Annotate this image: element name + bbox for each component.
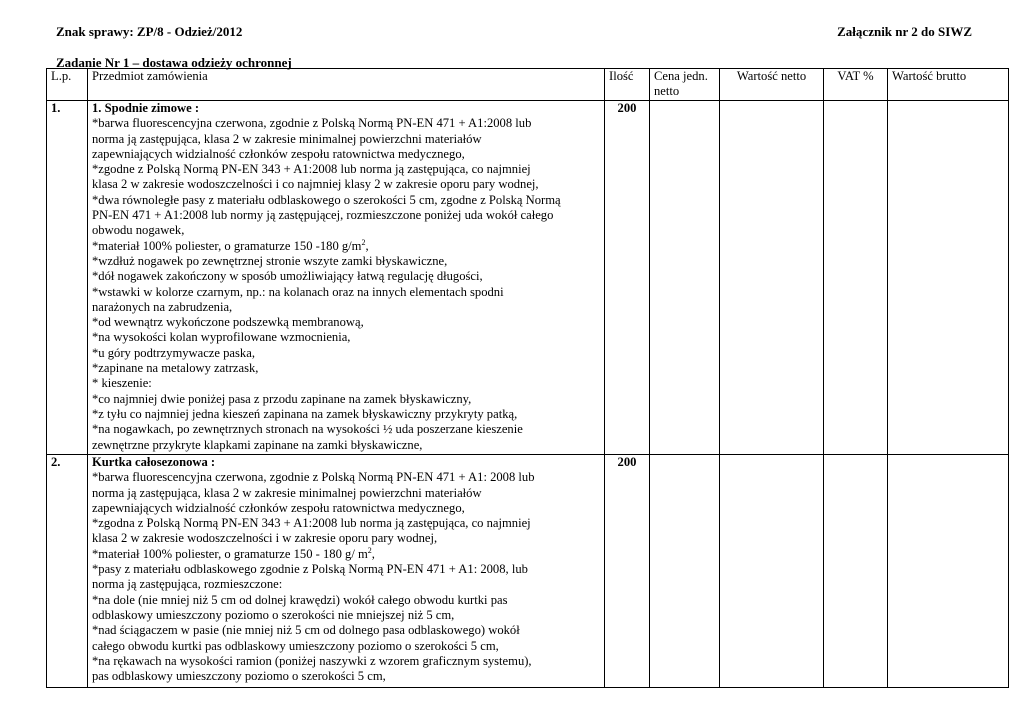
unit-price-cell [650,101,720,455]
net-value-cell [720,101,824,455]
spec-line: odblaskowy umieszczony poziomo o szerokości nie mniejszej niż 5 cm, [92,607,455,622]
superscript: 2 [367,545,372,555]
table-row [47,101,1009,455]
spec-line: zewnętrzne przykryte klapkami zapinane na zamki błyskawiczne, [92,437,423,452]
spec-line: PN-EN 471 + A1:2008 lub normy ją zastępującej, rozmieszczone poniżej uda wokół całego [92,208,554,223]
item-quantity: 200 [605,455,650,688]
row-number: 1. [47,101,88,455]
spec-line: *na rękawach na wysokości ramion (poniżej naszywki z wzorem graficznym systemu), [92,653,532,668]
spec-line: *wzdłuż nogawek po zewnętrznej stronie wszyte zamki błyskawiczne, [92,253,448,268]
spec-line: *dwa równoległe pasy z materiału odblaskowego o szerokości 5 cm, zgodne z Polską Normą [92,192,561,207]
item-description [88,101,605,455]
spec-line: pas odblaskowy umieszczony poziomo o szerokości 5 cm, [92,669,386,684]
spec-line: *zapinane na metalowy zatrzask, [92,361,259,376]
superscript: 2 [361,237,366,247]
spec-line: *barwa fluorescencyjna czerwona, zgodnie z Polską Normą PN-EN 471 + A1:2008 lub [92,116,532,131]
spec-line: całego obwodu kurtki pas odblaskowy umieszczony poziomo o szerokości 5 cm, [92,638,499,653]
column-header-lp: L.p. [47,69,88,101]
table-header-row [47,69,1009,101]
spec-line: *materiał 100% poliester, o gramaturze 150 -180 $g/m^2$, [92,237,369,253]
trailing-punct: , [371,546,375,561]
item-spec-lines [92,470,600,684]
item-quantity: 200 [605,101,650,455]
spec-line: norma ją zastępująca, rozmieszczone: [92,577,283,592]
spec-line: *na nogawkach, po zewnętrznych stronach na wysokości ½ uda poszerzane kieszenie [92,422,523,437]
case-reference: Znak sprawy: ZP/8 - Odzież/2012 [56,24,243,39]
item-description [88,455,605,688]
vat-cell [824,101,888,455]
spec-line: klasa 2 w zakresie wodoszczelności i co najmniej klasy 2 w zakresie oporu pary wodnej, [92,177,539,192]
spec-line: narażonych na zabrudzenia, [92,299,233,314]
table-row [47,455,1009,688]
item-title: Kurtka całosezonowa : [92,455,216,469]
spec-line: *od wewnątrz wykończone podszewką membranową, [92,315,364,330]
spec-line: * kieszenie: [92,376,152,391]
spec-line: norma ją zastępująca, klasa 2 w zakresie minimalnej powierzchni materiałów [92,485,482,500]
spec-line: *wstawki w kolorze czarnym, np.: na kolanach oraz na innych elementach spodni [92,284,504,299]
column-header-subject: Przedmiot zamówienia [88,69,605,101]
spec-line: *co najmniej dwie poniżej pasa z przodu zapinane na zamek błyskawiczny, [92,391,472,406]
column-header-quantity: Ilość [605,69,650,101]
spec-line: norma ją zastępująca, klasa 2 w zakresie minimalnej powierzchni materiałów [92,131,482,146]
spec-line: *zgodna z Polską Normą PN-EN 343 + A1:2008 lub norma ją zastępująca, co najmniej [92,516,531,531]
trailing-punct: , [365,238,369,253]
unit-price-cell [650,455,720,688]
vat-cell [824,455,888,688]
column-header-gross-value: Wartość brutto [888,69,1009,101]
spec-line: klasa 2 w zakresie wodoszczelności i w zakresie oporu pary wodnej, [92,531,438,546]
spec-line: obwodu nogawek, [92,223,185,238]
spec-line: zapewniających widzialność członków zespołu ratownictwa medycznego, [92,500,465,515]
spec-line: *nad ściągaczem w pasie (nie mniej niż 5 cm od dolnego pasa odblaskowego) wokół [92,623,520,638]
column-header-net-value: Wartość netto [720,69,824,101]
net-value-cell [720,455,824,688]
spec-line: *na wysokości kolan wyprofilowane wzmocnienia, [92,330,351,345]
spec-line: *zgodne z Polską Normą PN-EN 343 + A1:2008 lub norma ją zastępująca, co najmniej [92,162,531,177]
gross-value-cell [888,101,1009,455]
gross-value-cell [888,455,1009,688]
column-header-unit-price: Cena jedn. netto [650,69,720,101]
row-number: 2. [47,455,88,688]
item-title: 1. Spodnie zimowe : [92,101,200,115]
spec-line: *na dole (nie mniej niż 5 cm od dolnej krawędzi) wokół całego obwodu kurtki pas [92,592,508,607]
column-header-vat: VAT % [824,69,888,101]
spec-line: *z tyłu co najmniej jedna kieszeń zapinana na zamek błyskawiczny przykryty patką, [92,406,518,421]
task-title: Zadanie Nr 1 – dostawa odzieży ochronnej [56,55,292,70]
spec-line: *u góry podtrzymywacze paska, [92,345,255,360]
spec-line: zapewniających widzialność członków zespołu ratownictwa medycznego, [92,146,465,161]
spec-line: *dół nogawek zakończony w sposób umożliwiający łatwą regulację długości, [92,269,483,284]
spec-line: *materiał 100% poliester, o gramaturze 150 - 180 g/ $m^2$, [92,545,375,561]
spec-line: *barwa fluorescencyjna czerwona, zgodnie z Polską Normą PN-EN 471 + A1: 2008 lub [92,470,535,485]
item-spec-lines [92,116,600,453]
specification-table [46,68,1009,688]
spec-line: *pasy z materiału odblaskowego zgodnie z Polską Normą PN-EN 471 + A1: 2008, lub [92,562,528,577]
attachment-label: Załącznik nr 2 do SIWZ [837,24,972,39]
